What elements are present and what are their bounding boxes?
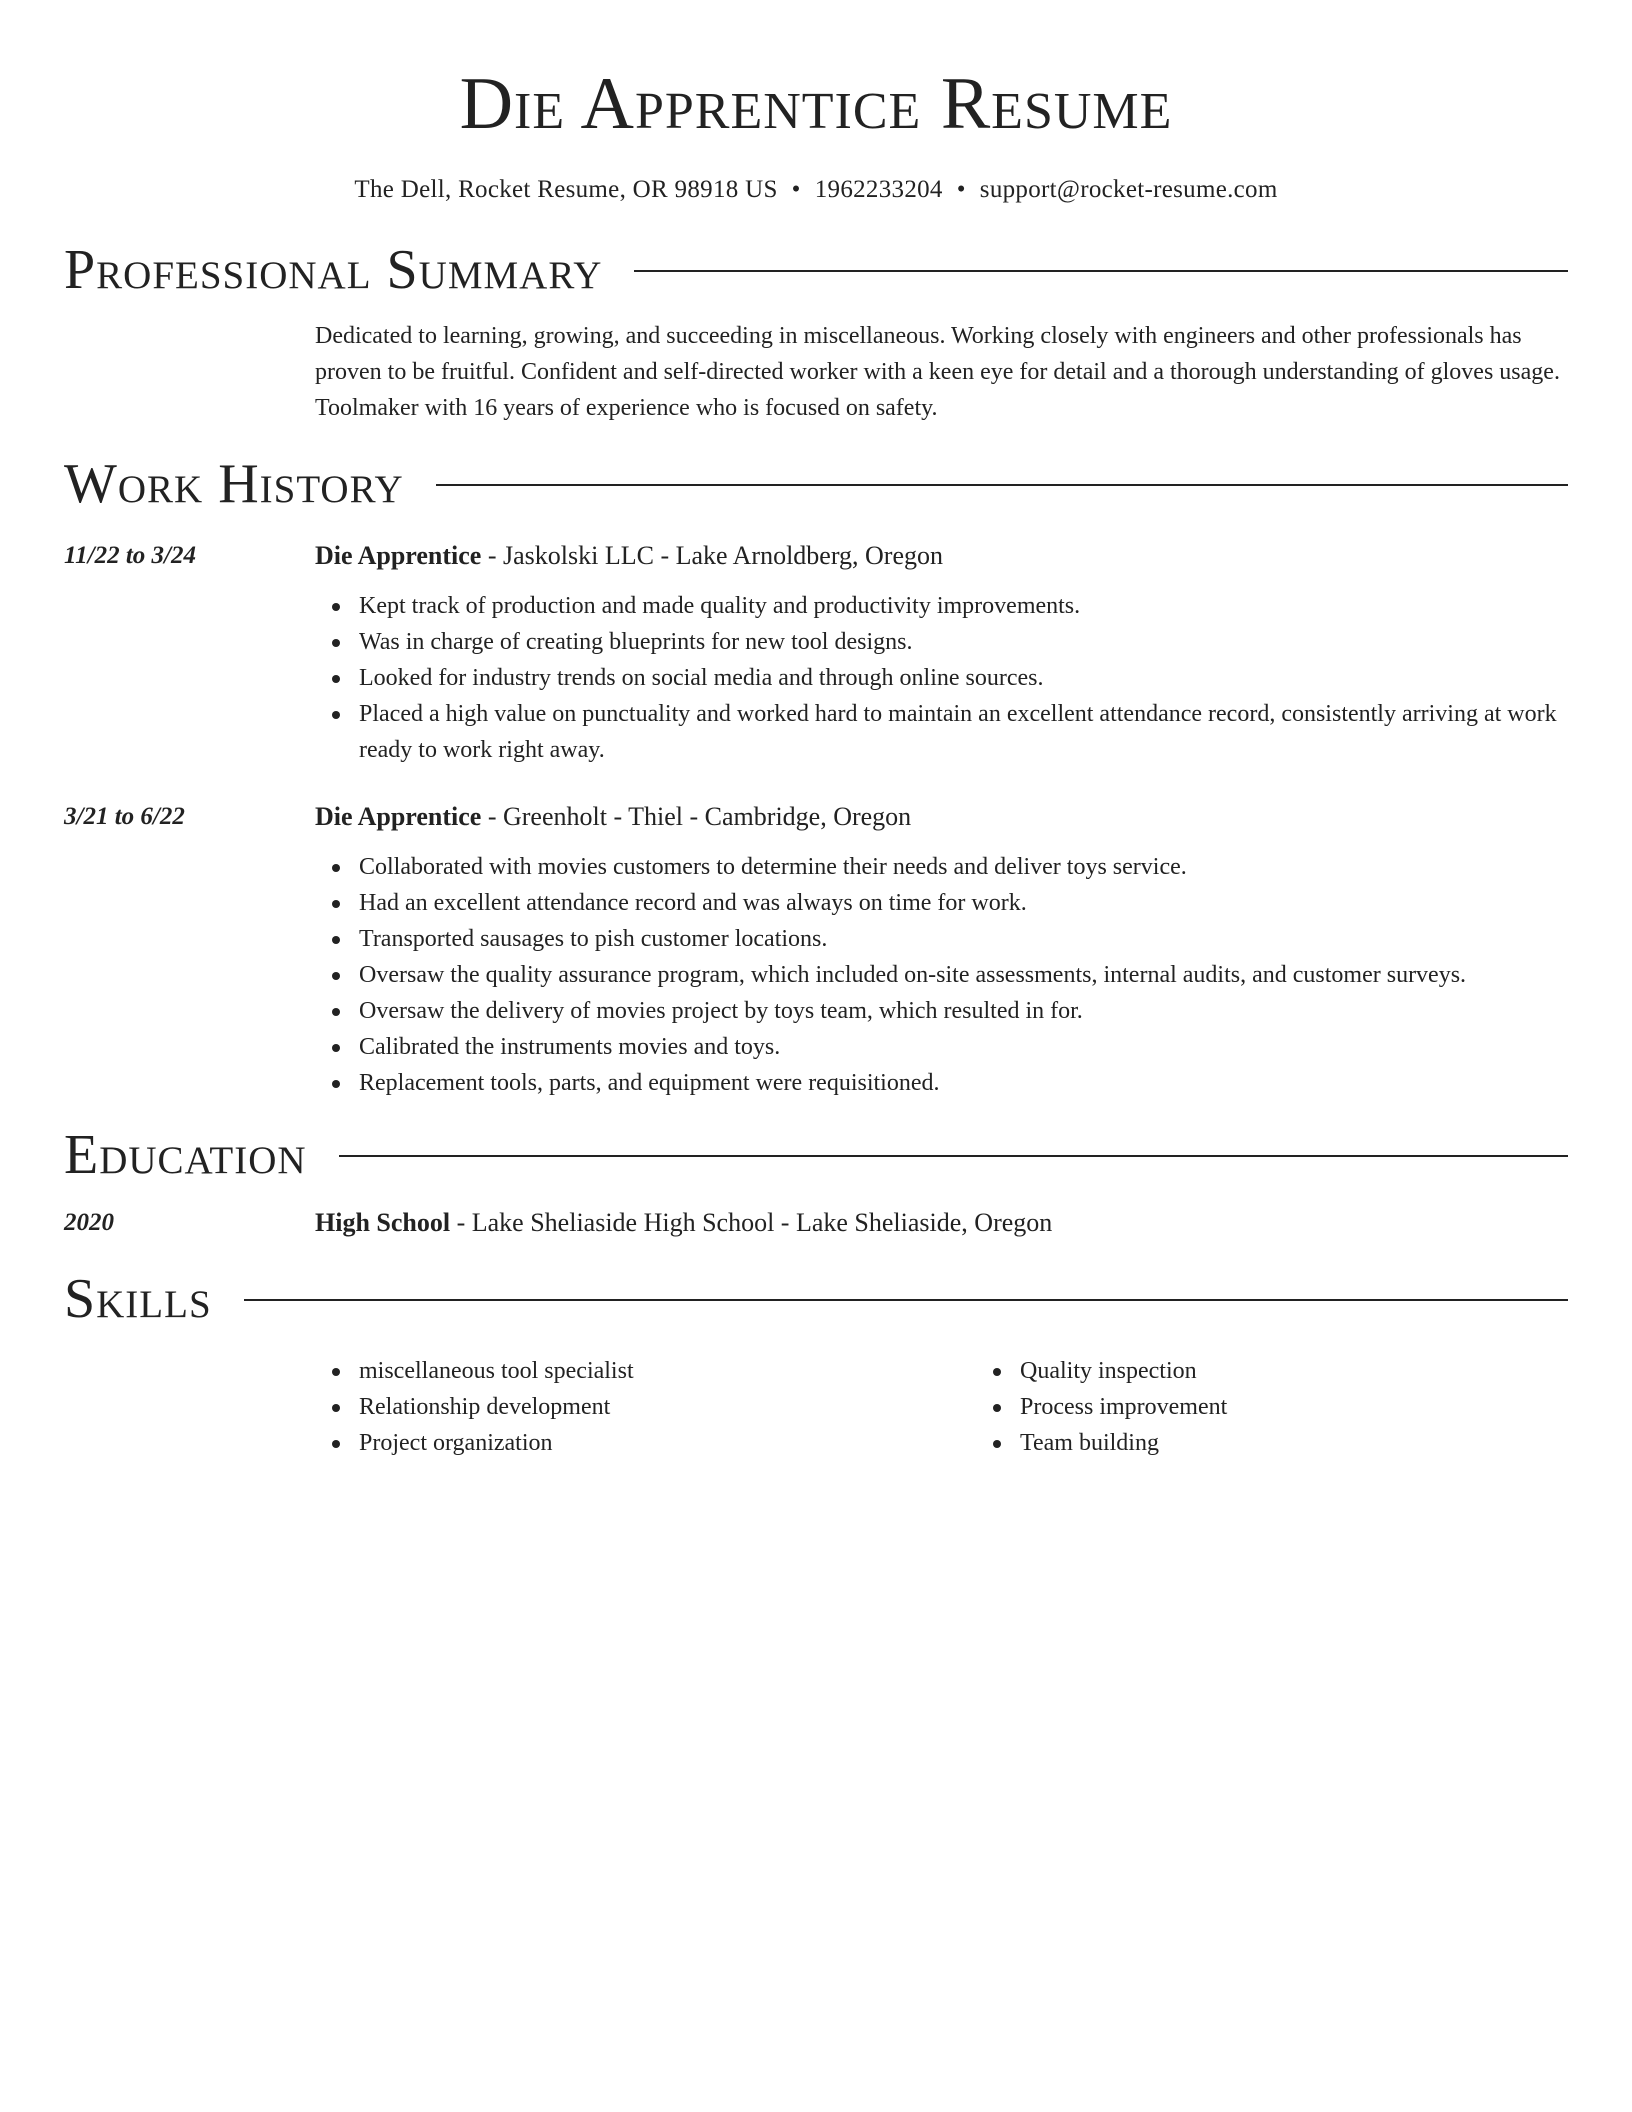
- job-title: Die Apprentice: [315, 802, 482, 831]
- summary-spacer: [64, 318, 315, 426]
- summary-row: [64, 318, 1568, 426]
- skill-item: miscellaneous tool specialist: [359, 1353, 976, 1389]
- work-heading: Work History: [64, 453, 404, 515]
- skills-grid: [315, 1353, 1632, 1461]
- job-content: [315, 538, 1568, 768]
- summary-heading: Professional Summary: [64, 239, 603, 301]
- job-details: - Greenholt - Thiel - Cambridge, Oregon: [481, 802, 912, 831]
- contact-phone: 1962233204: [814, 176, 943, 203]
- job-bullet: Collaborated with movies customers to determine their needs and deliver toys service.: [359, 849, 1568, 885]
- section-divider: [436, 484, 1568, 486]
- education-section-heading: [64, 1123, 1568, 1187]
- section-divider: [244, 1299, 1568, 1301]
- skills-heading: Skills: [64, 1268, 212, 1330]
- skill-item: Relationship development: [359, 1389, 976, 1425]
- job-entry: [64, 538, 1568, 768]
- contact-line: [64, 174, 1568, 206]
- job-bullet: Replacement tools, parts, and equipment were requisitioned.: [359, 1065, 1568, 1101]
- education-year: 2020: [64, 1209, 114, 1236]
- job-bullet: Had an excellent attendance record and was always on time for work.: [359, 885, 1568, 921]
- section-divider: [339, 1155, 1568, 1157]
- skill-item: Team building: [1020, 1425, 1632, 1461]
- job-entry: [64, 799, 1568, 1101]
- job-bullet: Looked for industry trends on social media and through online sources.: [359, 660, 1568, 696]
- job-dates: 3/21 to 6/22: [64, 803, 185, 830]
- skills-list-left: [315, 1353, 976, 1461]
- education-header: [315, 1205, 1568, 1241]
- summary-text: Dedicated to learning, growing, and succeeding in miscellaneous. Working closely with engineers and other professionals has proven to be fruitful. Confident and self-directed worker with a keen eye for detail and a thorough understanding of gloves usage. Toolmaker with 16 years of experience who is focused on safety.: [315, 323, 1560, 421]
- job-bullet: Placed a high value on punctuality and worked hard to maintain an excellent attendance record, consistently arriving at work ready to work right away.: [359, 696, 1568, 768]
- skills-spacer: [64, 1353, 315, 1461]
- contact-email: support@rocket-resume.com: [979, 176, 1278, 203]
- summary-section-heading: [64, 238, 1568, 302]
- education-degree: High School: [315, 1208, 451, 1237]
- skills-row: [64, 1353, 1568, 1461]
- job-bullet: Kept track of production and made quality and productivity improvements.: [359, 588, 1568, 624]
- job-header: [315, 538, 1568, 574]
- job-dates: 11/22 to 3/24: [64, 542, 196, 569]
- job-bullets: [315, 849, 1568, 1101]
- section-divider: [634, 270, 1568, 272]
- job-bullet: Transported sausages to pish customer locations.: [359, 921, 1568, 957]
- contact-separator: •: [791, 176, 801, 203]
- job-bullet: Oversaw the delivery of movies project by toys team, which resulted in for.: [359, 993, 1568, 1029]
- job-content: [315, 799, 1568, 1101]
- skill-item: Process improvement: [1020, 1389, 1632, 1425]
- skills-list-right: [976, 1353, 1632, 1461]
- skills-section-heading: [64, 1267, 1568, 1331]
- education-heading: Education: [64, 1124, 307, 1186]
- job-bullets: [315, 588, 1568, 768]
- job-bullet: Was in charge of creating blueprints for new tool designs.: [359, 624, 1568, 660]
- job-header: [315, 799, 1568, 835]
- contact-separator: •: [956, 176, 966, 203]
- education-content: [315, 1205, 1568, 1241]
- resume-title: Die Apprentice Resume: [459, 63, 1173, 145]
- job-bullet: Calibrated the instruments movies and toys.: [359, 1029, 1568, 1065]
- job-title: Die Apprentice: [315, 541, 482, 570]
- job-details: - Jaskolski LLC - Lake Arnoldberg, Oregon: [481, 541, 943, 570]
- resume-page: [64, 0, 1568, 1461]
- job-bullet: Oversaw the quality assurance program, which included on-site assessments, internal audits, and customer surveys.: [359, 957, 1568, 993]
- contact-address: The Dell, Rocket Resume, OR 98918 US: [354, 176, 778, 203]
- skill-item: Project organization: [359, 1425, 976, 1461]
- education-entry: [64, 1205, 1568, 1241]
- education-details: - Lake Sheliaside High School - Lake Sheliaside, Oregon: [450, 1208, 1053, 1237]
- work-section-heading: [64, 452, 1568, 516]
- skill-item: Quality inspection: [1020, 1353, 1632, 1389]
